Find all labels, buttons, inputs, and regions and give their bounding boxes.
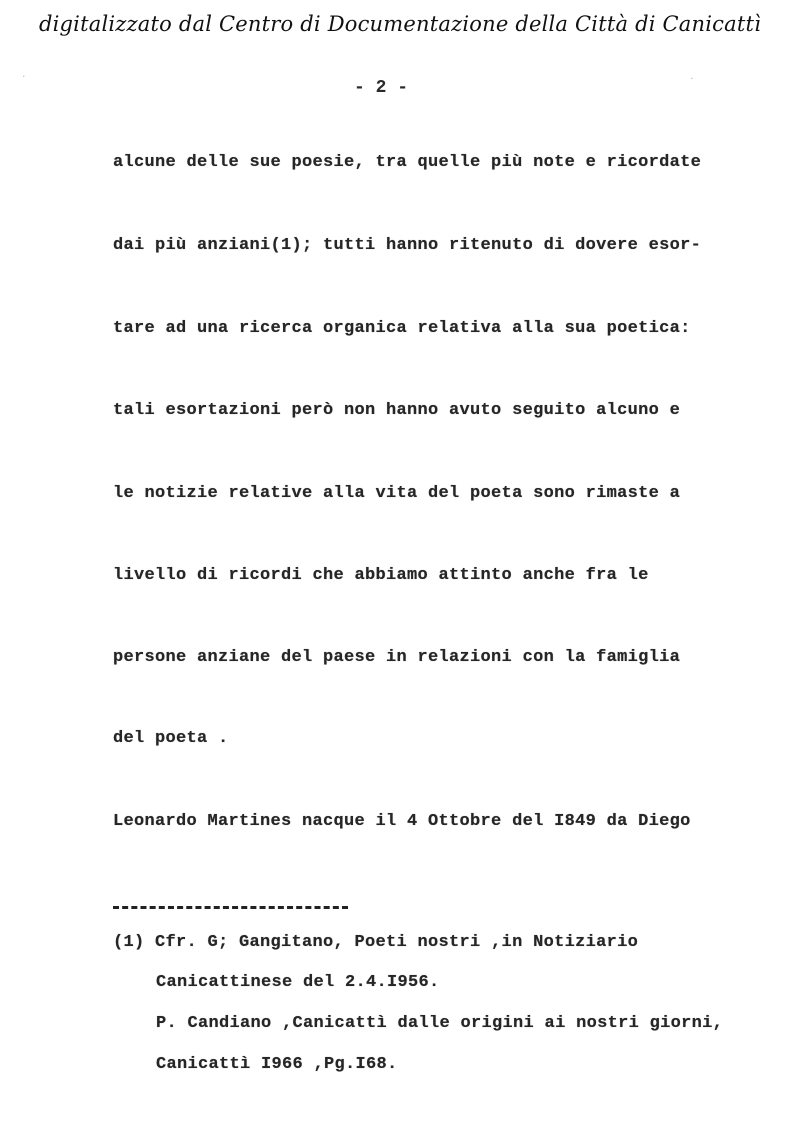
footnote-line: P. Candiano ,Canicattì dalle origini ai nostri giorni, [156, 1014, 724, 1033]
body-line: tali esortazioni però non hanno avuto seguito alcuno e [113, 401, 681, 420]
body-line: alcune delle sue poesie, tra quelle più note e ricordate [113, 153, 702, 172]
scan-speck: · [22, 70, 26, 83]
body-line: del poeta . [113, 729, 229, 748]
footnote-separator [113, 906, 348, 909]
scan-speck: · [690, 72, 694, 85]
footnote-line: Canicattì I966 ,Pg.I68. [156, 1055, 398, 1074]
body-line: le notizie relative alla vita del poeta sono rimaste a [113, 484, 681, 503]
watermark-header: digitalizzato dal Centro di Documentazione della Città di Canicattì [38, 12, 762, 36]
body-line: livello di ricordi che abbiamo attinto anche fra le [113, 566, 649, 585]
body-line: Leonardo Martines nacque il 4 Ottobre del I849 da Diego [113, 812, 691, 831]
body-line: tare ad una ricerca organica relativa alla sua poetica: [113, 319, 691, 338]
footnote-line: (1) Cfr. G; Gangitano, Poeti nostri ,in Notiziario [113, 933, 639, 952]
body-line: dai più anziani(1); tutti hanno ritenuto di dovere esor- [113, 236, 702, 255]
page-number: - 2 - [354, 78, 409, 98]
body-line: persone anziane del paese in relazioni con la famiglia [113, 648, 681, 667]
footnote-line: Canicattinese del 2.4.I956. [156, 973, 440, 992]
